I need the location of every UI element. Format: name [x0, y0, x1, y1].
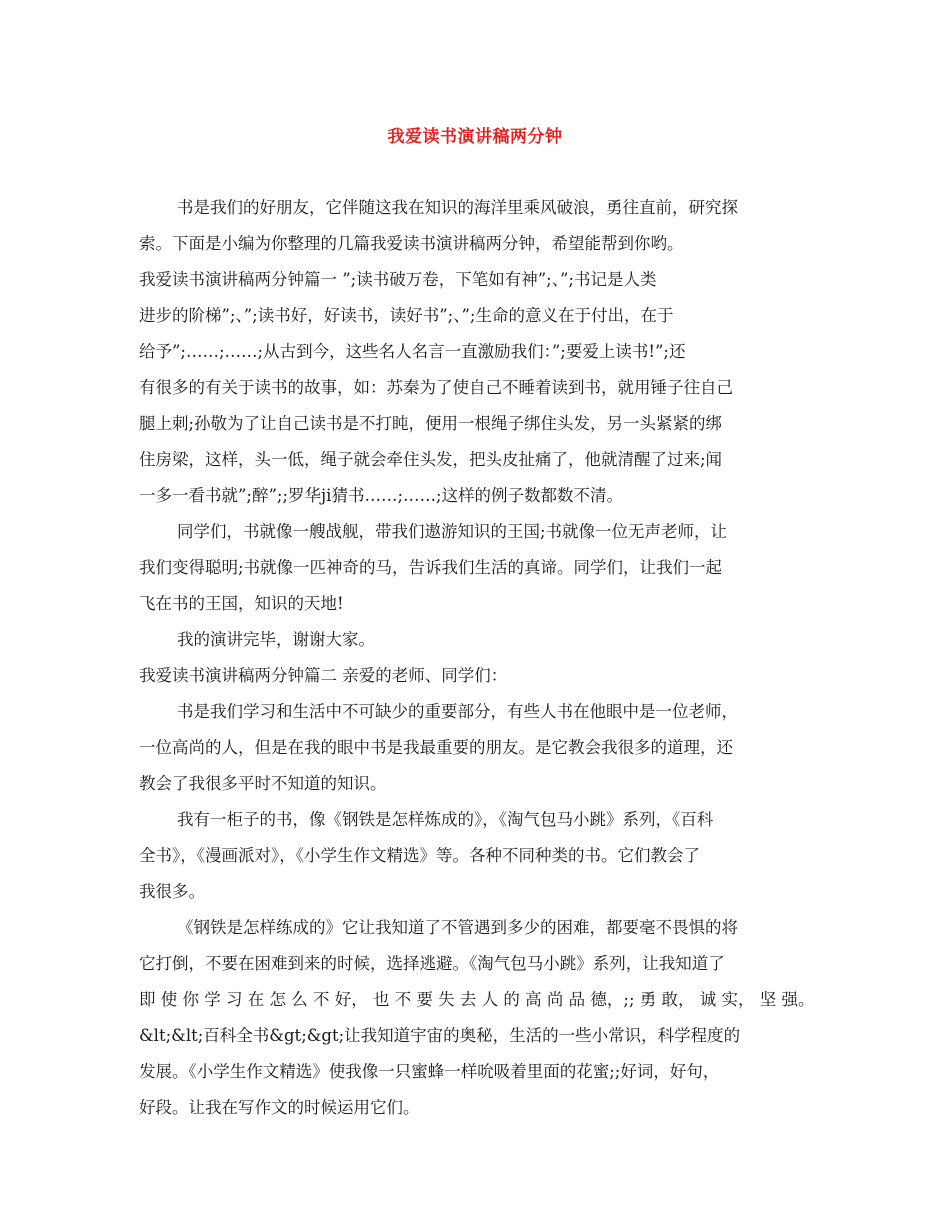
text-line: 同学们，书就像一艘战舰，带我们遨游知识的王国;书就像一位无声老师，让	[177, 522, 728, 541]
document-title: 我爱读书演讲稿两分钟	[387, 127, 563, 147]
text-line: 好段。让我在写作文的时候运用它们。	[139, 1098, 420, 1117]
text-line: 给予”;……;……;从古到今，这些名人名言一直激励我们：”;要爱上读书!”;还	[139, 342, 686, 361]
text-line: 腿上刺;孙敬为了让自己读书是不打盹，便用一根绳子绑住头发，另一头紧紧的绑	[139, 414, 723, 433]
text-line: 《钢铁是怎样练成的》它让我知道了不管遇到多少的困难，都要毫不畏惧的将	[177, 918, 738, 937]
text-line: 教会了我很多平时不知道的知识。	[139, 774, 387, 793]
text-line: 一多一看书就”;醉”;;罗华ji猜书……;……;这样的例子数都数不清。	[139, 486, 624, 505]
text-line: 我有一柜子的书，像《钢铁是怎样炼成的》，《淘气包马小跳》系列，《百科	[177, 810, 714, 829]
text-line: 它打倒，不要在困难到来的时候，选择逃避。《淘气包马小跳》系列，让我知道了	[139, 954, 725, 973]
text-line: 一位高尚的人，但是在我的眼中书是我最重要的朋友。是它教会我很多的道理，还	[139, 738, 733, 757]
text-line: 我很多。	[139, 882, 205, 901]
text-line: 我的演讲完毕，谢谢大家。	[177, 630, 375, 649]
document-body	[139, 190, 819, 1126]
text-line: 进步的阶梯”;、”;读书好，好读书，读好书”;、”;生命的意义在于付出，在于	[139, 306, 674, 325]
text-line: 住房梁，这样，头一低，绳子就会牵住头发，把头皮扯痛了，他就清醒了过来;闻	[139, 450, 723, 469]
text-line: &lt;&lt;百科全书&gt;&gt;让我知道宇宙的奥秘，生活的一些小常识，科学程度的	[139, 1026, 741, 1045]
text-line: 我们变得聪明;书就像一匹神奇的马，告诉我们生活的真谛。同学们，让我们一起	[139, 558, 723, 577]
text-line: 飞在书的王国，知识的天地!	[139, 594, 344, 613]
text-line: 书是我们学习和生活中不可缺少的重要部分，有些人书在他眼中是一位老师，	[177, 702, 738, 721]
text-line: 即 使 你 学 习 在 怎 么 不 好， 也 不 要 失 去 人 的 高 尚 品 德，;; 勇 敢， 诚 实， 坚 强。	[139, 990, 815, 1009]
text-line: 索。下面是小编为你整理的几篇我爱读书演讲稿两分钟，希望能帮到你哟。	[139, 234, 684, 253]
text-line: 有很多的有关于读书的故事，如：苏秦为了使自己不睡着读到书，就用锤子往自己	[139, 378, 733, 397]
text-line: 我爱读书演讲稿两分钟篇一 ”;读书破万卷，下笔如有神”;、”;书记是人类	[139, 270, 657, 289]
text-line: 我爱读书演讲稿两分钟篇二 亲爱的老师、同学们：	[139, 666, 508, 685]
text-line: 书是我们的好朋友，它伴随这我在知识的海洋里乘风破浪，勇往直前，研究探	[177, 198, 738, 217]
text-line: 发展。《小学生作文精选》使我像一只蜜蜂一样吮吸着里面的花蜜;;好词，好句，	[139, 1062, 720, 1081]
text-line: 全书》，《漫画派对》，《小学生作文精选》等。各种不同种类的书。它们教会了	[139, 846, 700, 865]
